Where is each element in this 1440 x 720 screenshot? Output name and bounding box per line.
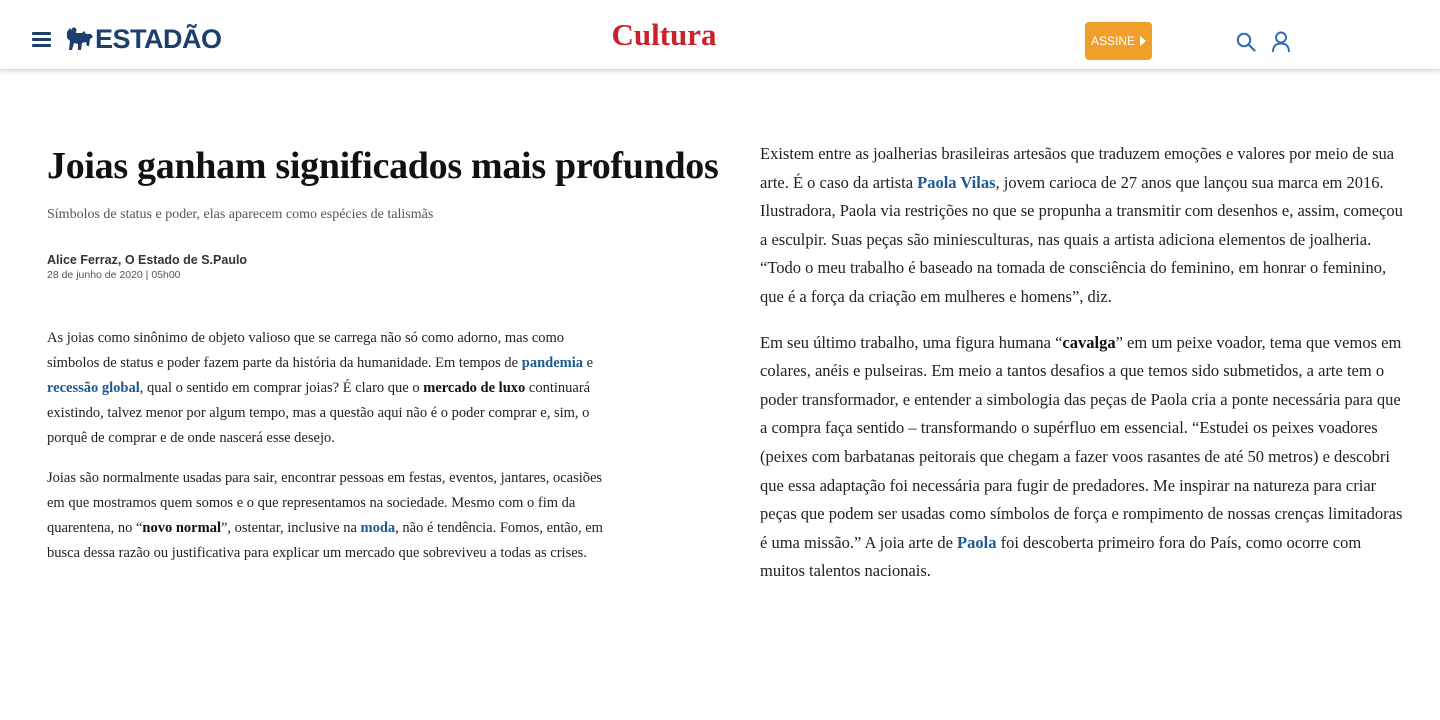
bold-text: cavalga — [1062, 332, 1116, 352]
subscribe-button[interactable] — [1085, 22, 1152, 60]
paragraph: Em seu último trabalho, uma figura humana “cavalga” em um peixe voador, tema que vemos em colares, anéis e pulseiras. Em meio a tantos desafios a que temos sido submetidos, a arte tem o poder transformador, e entender a simbologia das peças de Paola cria a ponte necessária para que a compra faça sentido – transformando o supérfluo em essencial. “Estudei os peixes voadores (peixes com barbatanas peitorais que chegam a fazer voos rasantes de até 50 metros) e descobri que essa adaptação foi necessária para fugir de predadores. Me inspirar na natureza para criar peças que podem ser usadas como símbolos de força e rompimento de nossas crenças limitadoras é uma missão.” A joia arte de Paola foi descoberta primeiro fora do País, como ocorre com muitos talentos nacionais. — [760, 332, 1403, 581]
article-right-column — [760, 140, 1408, 603]
triangle-right-icon — [1140, 36, 1146, 46]
link-recessao-global[interactable]: recessão global — [47, 380, 140, 396]
bold-text: mercado de luxo — [423, 380, 526, 396]
article-title: Joias ganham significados mais profundos — [47, 145, 719, 187]
logo-text: ESTADÃO — [95, 24, 222, 54]
link-moda[interactable]: moda — [360, 520, 396, 536]
link-paola-vilas[interactable]: Paola Vilas — [917, 172, 996, 192]
bold-text: novo normal — [142, 520, 221, 536]
hamburger-menu-icon[interactable] — [32, 31, 52, 47]
site-header — [0, 0, 1440, 70]
section-title[interactable]: Cultura — [611, 17, 717, 52]
paragraph: As joias como sinônimo de objeto valioso que se carrega não só como adorno, mas como símbolos de status e poder fazem parte da história da humanidade. Em tempos de pandemia e recessão global, qual o sentido em comprar joias? É claro que o mercado de luxo continuará existindo, talvez menor por algum tempo, mas a questão aqui não é o poder comprar e, sim, o porquê de comprar e de onde nascerá esse desejo. — [47, 330, 594, 446]
paragraph: Existem entre as joalherias brasileiras artesãos que traduzem emoções e valores por meio de sua arte. É o caso da artista Paola Vilas, jovem carioca de 27 anos que lançou sua marca em 2016. Ilustradora, Paola via restrições no que se propunha a transmitir com desenhos e, assim, começou a esculpir. Suas peças são miniesculturas, nas quais a artista adiciona elementos de joalheria. “Todo o meu trabalho é baseado na tomada de consciência do feminino, em honrar o feminino, que é a força da criação em mulheres e homens”, diz. — [760, 144, 1403, 306]
subscribe-label: ASSINE — [1090, 34, 1135, 48]
estadao-logo[interactable] — [65, 24, 222, 54]
link-paola[interactable]: Paola — [957, 532, 997, 552]
article-date: 28 de junho de 2020 | 05h00 — [47, 269, 181, 281]
paragraph: Joias são normalmente usadas para sair, encontrar pessoas em festas, eventos, jantares, ocasiões em que mostramos quem somos e o que representamos na sociedade. Mesmo com o fim da quarentena, no “novo normal”, ostentar, inclusive na moda, não é tendência. Fomos, então, em busca dessa razão ou justificativa para explicar um mercado que sobreviveu a todas as crises. — [47, 470, 603, 561]
link-pandemia[interactable]: pandemia — [521, 355, 583, 371]
article-author: Alice Ferraz, O Estado de S.Paulo — [47, 253, 248, 267]
user-icon[interactable] — [1271, 31, 1291, 53]
article-left-column — [47, 326, 612, 581]
horse-rider-logo-icon — [65, 26, 95, 52]
search-icon[interactable] — [1236, 32, 1256, 52]
article-subtitle: Símbolos de status e poder, elas aparecem como espécies de talismãs — [47, 207, 434, 222]
